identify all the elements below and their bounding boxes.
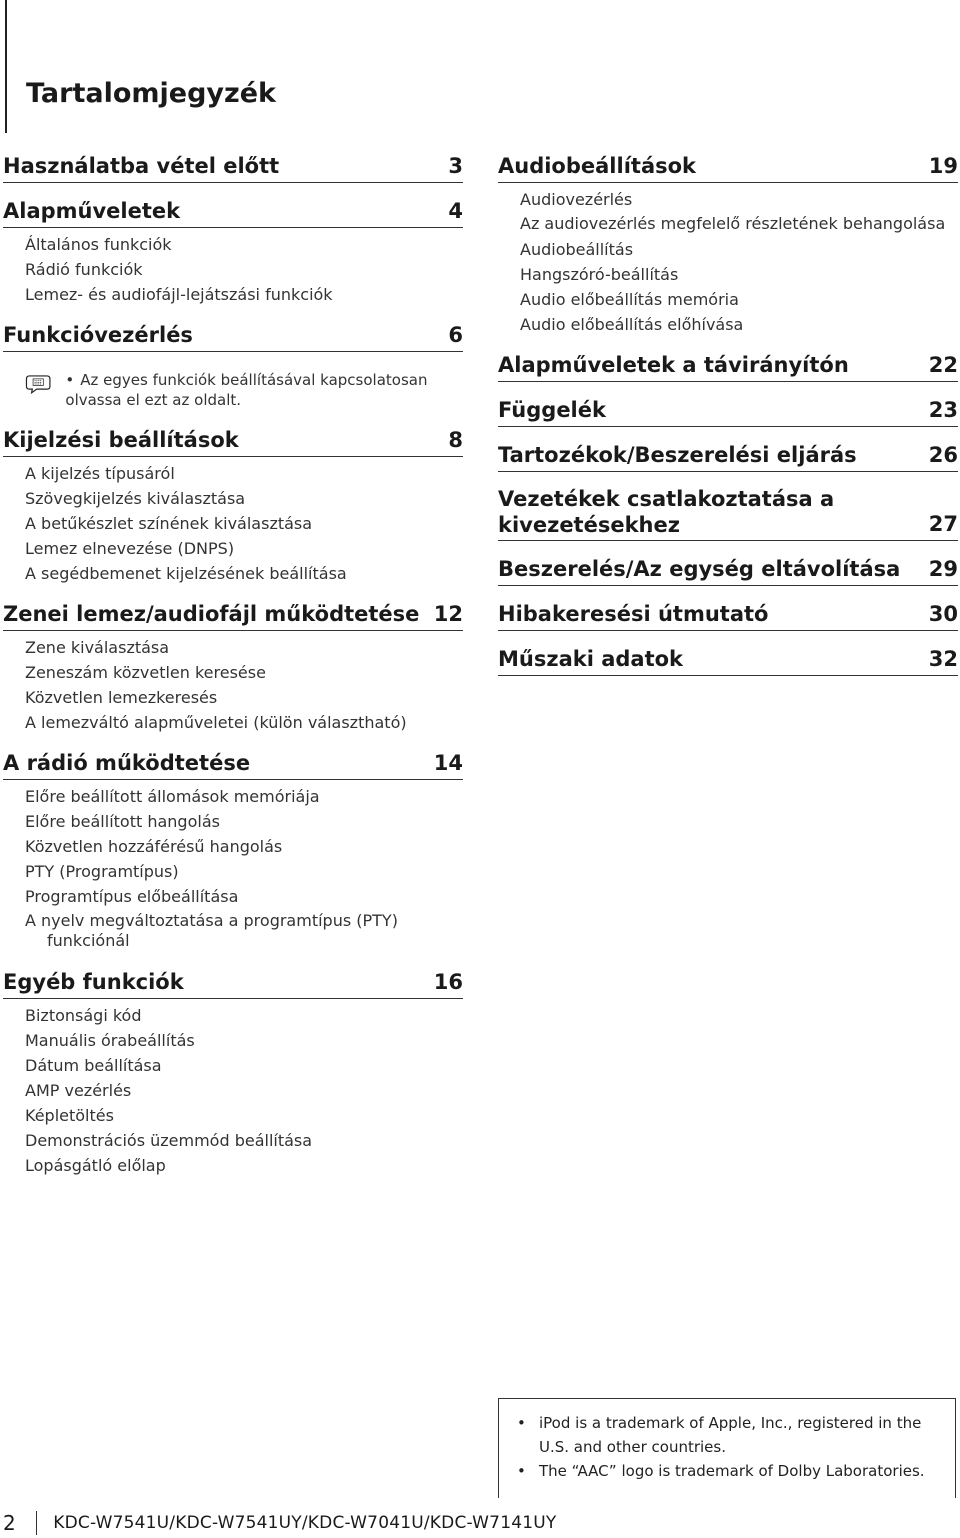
- heading-page: 6: [448, 323, 463, 347]
- heading-label: Függelék: [498, 398, 606, 422]
- toc-heading[interactable]: [3, 749, 463, 780]
- heading-page: 27: [928, 512, 958, 536]
- toc-heading[interactable]: [3, 197, 463, 228]
- trademark-note: • iPod is a trademark of Apple, Inc., registered in the U.S. and other countries.: [513, 1411, 945, 1459]
- toc-heading[interactable]: [498, 555, 958, 586]
- toc-item[interactable]: Audio előbeállítás memória: [520, 290, 739, 309]
- toc-item[interactable]: Hangszóró-beállítás: [520, 265, 679, 284]
- heading-page: 8: [448, 428, 463, 452]
- toc-item[interactable]: Lemez- és audiofájl-lejátszási funkciók: [25, 285, 333, 304]
- heading-label: Alapműveletek: [3, 199, 181, 223]
- toc-heading[interactable]: [3, 600, 463, 631]
- page-title: Tartalomjegyzék: [26, 78, 277, 109]
- toc-item[interactable]: Zene kiválasztása: [25, 638, 170, 657]
- page-footer: [3, 1508, 556, 1538]
- toc-heading[interactable]: [3, 321, 463, 352]
- heading-page: 19: [928, 154, 958, 178]
- toc-item[interactable]: A segédbemenet kijelzésének beállítása: [25, 564, 347, 583]
- toc-item[interactable]: Előre beállított állomások memóriája: [25, 787, 320, 806]
- trademark-box: [498, 1398, 956, 1498]
- heading-page: 3: [448, 154, 463, 178]
- toc-item[interactable]: Képletöltés: [25, 1106, 114, 1125]
- toc-item[interactable]: Lopásgátló előlap: [25, 1156, 166, 1175]
- heading-label: Egyéb funkciók: [3, 970, 184, 994]
- toc-item[interactable]: Közvetlen hozzáférésű hangolás: [25, 837, 283, 856]
- toc-item[interactable]: Manuális órabeállítás: [25, 1031, 195, 1050]
- toc-item[interactable]: A betűkészlet színének kiválasztása: [25, 514, 313, 533]
- toc-item[interactable]: A kijelzés típusáról: [25, 464, 175, 483]
- toc-heading[interactable]: [498, 600, 958, 631]
- remote-reference-icon: [25, 370, 51, 398]
- heading-label: Beszerelés/Az egység eltávolítása: [498, 557, 901, 581]
- margin-rule: [5, 0, 7, 133]
- footer-divider: [36, 1511, 38, 1535]
- heading-page: 30: [928, 602, 958, 626]
- toc-item[interactable]: A lemezváltó alapműveletei (külön választható): [25, 713, 407, 732]
- toc-section: [498, 441, 958, 472]
- toc-heading[interactable]: [498, 645, 958, 676]
- toc-right-column: [498, 152, 958, 690]
- toc-item-list: [3, 461, 463, 586]
- toc-heading[interactable]: [498, 396, 958, 427]
- heading-page: 32: [928, 647, 958, 671]
- toc-heading[interactable]: [498, 351, 958, 382]
- model-names: KDC-W7541U/KDC-W7541UY/KDC-W7041U/KDC-W7141UY: [53, 1513, 557, 1533]
- toc-heading[interactable]: [3, 426, 463, 457]
- toc-item[interactable]: Rádió funkciók: [25, 260, 143, 279]
- heading-label-line2: kivezetésekhez: [498, 513, 680, 537]
- toc-item[interactable]: Audio előbeállítás előhívása: [520, 315, 744, 334]
- toc-section: [498, 351, 958, 382]
- toc-item[interactable]: Lemez elnevezése (DNPS): [25, 539, 235, 558]
- heading-page: 12: [433, 602, 463, 626]
- heading-label: Kijelzési beállítások: [3, 428, 239, 452]
- heading-label: [498, 486, 834, 538]
- heading-label: Alapműveletek a távirányítón: [498, 353, 849, 377]
- toc-section: [3, 426, 463, 586]
- toc-item[interactable]: A nyelv megváltoztatása a programtípus (PTY) funkciónál: [25, 911, 398, 950]
- toc-section: [498, 600, 958, 631]
- toc-item[interactable]: Programtípus előbeállítása: [25, 887, 239, 906]
- toc-section: [498, 152, 958, 337]
- toc-left-column: [3, 152, 463, 1192]
- reference-note: [3, 370, 463, 410]
- toc-item[interactable]: Az audiovezérlés megfelelő részletének behangolása: [520, 214, 946, 233]
- toc-item[interactable]: PTY (Programtípus): [25, 862, 179, 881]
- toc-section: [498, 396, 958, 427]
- toc-section: [3, 749, 463, 954]
- toc-section: [3, 968, 463, 1178]
- heading-page: 14: [433, 751, 463, 775]
- toc-section: [3, 197, 463, 307]
- toc-item-list: [3, 232, 463, 307]
- toc-item[interactable]: Előre beállított hangolás: [25, 812, 220, 831]
- toc-item[interactable]: Általános funkciók: [25, 235, 172, 254]
- heading-label: Használatba vétel előtt: [3, 154, 280, 178]
- toc-heading[interactable]: [498, 441, 958, 472]
- page-number: 2: [3, 1511, 16, 1535]
- toc-item[interactable]: Audiovezérlés: [520, 190, 633, 209]
- heading-label: Hibakeresési útmutató: [498, 602, 769, 626]
- toc-item-list: [3, 784, 463, 954]
- toc-item-list: [3, 635, 463, 735]
- heading-label: Műszaki adatok: [498, 647, 684, 671]
- note-body: Az egyes funkciók beállításával kapcsolatosan olvassa el ezt az oldalt.: [65, 371, 428, 409]
- toc-section: [3, 152, 463, 183]
- toc-item[interactable]: Szövegkijelzés kiválasztása: [25, 489, 246, 508]
- heading-label: Zenei lemez/audiofájl működtetése: [3, 602, 420, 626]
- toc-item-list: [3, 1003, 463, 1178]
- toc-item[interactable]: Dátum beállítása: [25, 1056, 162, 1075]
- toc-section: [498, 645, 958, 676]
- trademark-list: [499, 1411, 955, 1483]
- heading-page: 4: [448, 199, 463, 223]
- toc-heading[interactable]: [3, 968, 463, 999]
- heading-page: 26: [928, 443, 958, 467]
- note-bullet: •: [65, 371, 75, 389]
- toc-item[interactable]: AMP vezérlés: [25, 1081, 132, 1100]
- toc-item-list: [498, 187, 958, 337]
- heading-label: A rádió működtetése: [3, 751, 251, 775]
- heading-page: 16: [433, 970, 463, 994]
- toc-section: [3, 600, 463, 735]
- toc-item[interactable]: Zeneszám közvetlen keresése: [25, 663, 266, 682]
- toc-section: [498, 555, 958, 586]
- heading-label: Funkcióvezérlés: [3, 323, 193, 347]
- toc-section: [3, 321, 463, 352]
- toc-item[interactable]: Audiobeállítás: [520, 240, 634, 259]
- note-text: [65, 370, 463, 410]
- heading-page: 29: [928, 557, 958, 581]
- toc-heading[interactable]: [498, 486, 958, 541]
- toc-item[interactable]: Közvetlen lemezkeresés: [25, 688, 218, 707]
- toc-heading[interactable]: [3, 152, 463, 183]
- heading-label: Audiobeállítások: [498, 154, 697, 178]
- toc-section: [498, 486, 958, 541]
- heading-label-line1: Vezetékek csatlakoztatása a: [498, 487, 835, 511]
- toc-heading[interactable]: [498, 152, 958, 183]
- heading-page: 23: [928, 398, 958, 422]
- trademark-note: • The “AAC” logo is trademark of Dolby Laboratories.: [513, 1459, 945, 1483]
- heading-page: 22: [928, 353, 958, 377]
- toc-item[interactable]: Biztonsági kód: [25, 1006, 142, 1025]
- toc-item[interactable]: Demonstrációs üzemmód beállítása: [25, 1131, 313, 1150]
- heading-label: Tartozékok/Beszerelési eljárás: [498, 443, 857, 467]
